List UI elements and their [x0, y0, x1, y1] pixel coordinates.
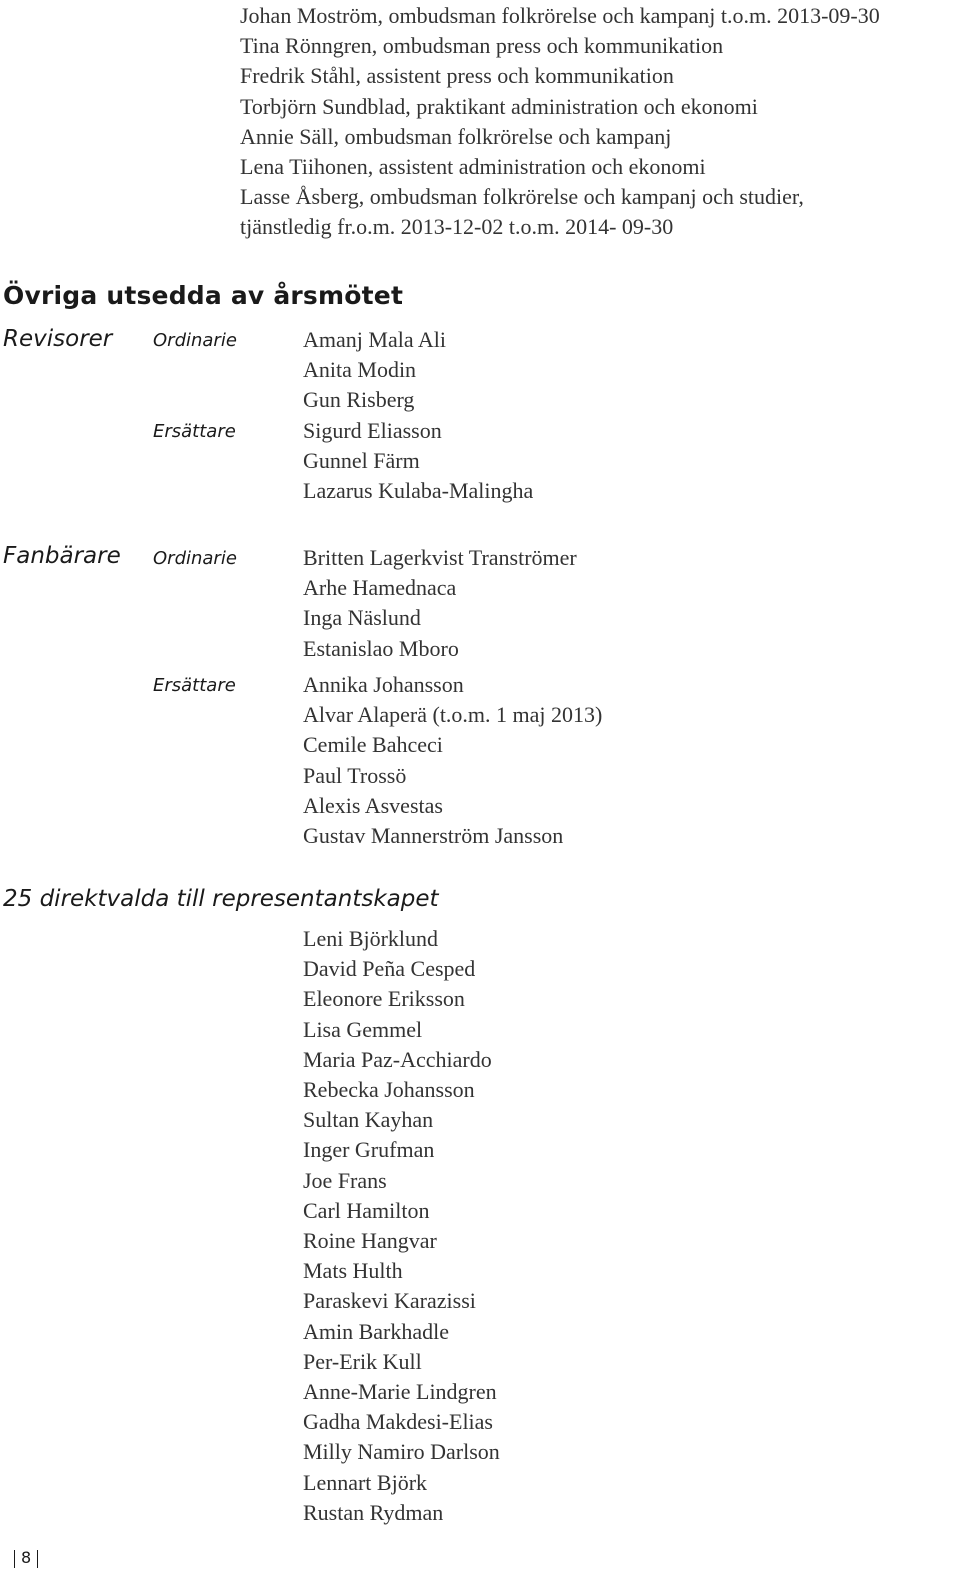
name-item: Amanj Mala Ali [303, 327, 446, 352]
staff-line: Lasse Åsberg, ombudsman folkrörelse och kampanj och studier, [240, 184, 804, 210]
name-item: Sultan Kayhan [303, 1107, 434, 1133]
name-item: Sigurd Eliasson [303, 418, 442, 443]
name-item: Paul Trossö [303, 762, 407, 788]
name-item: Annika Johansson [303, 672, 464, 697]
direktvalda-heading: 25 direktvalda till representantskapet [3, 886, 439, 912]
name-item: Gunnel Färm [303, 448, 420, 474]
name-item: Lisa Gemmel [303, 1016, 423, 1042]
staff-line: Johan Moström, ombudsman folkrörelse och kampanj t.o.m. 2013-09-30 [240, 3, 880, 28]
fanbarare-ersattare-list [303, 670, 602, 851]
name-item: Maria Paz-Acchiardo [303, 1046, 492, 1072]
name-item: Eleonore Eriksson [303, 986, 465, 1012]
name-item: David Peña Cesped [303, 956, 476, 982]
name-item: Inga Näslund [303, 605, 421, 631]
name-item: Alvar Alaperä (t.o.m. 1 maj 2013) [303, 702, 603, 728]
name-item: Milly Namiro Darlson [303, 1439, 500, 1465]
fanbarare-ordinarie-list [303, 543, 577, 664]
name-item: Rebecka Johansson [303, 1077, 475, 1103]
staff-line: Tina Rönngren, ombudsman press och kommunikation [240, 33, 724, 59]
name-item: Inger Grufman [303, 1137, 435, 1163]
name-item: Anita Modin [303, 357, 417, 383]
name-item: Leni Björklund [303, 926, 439, 951]
staff-line: Torbjörn Sundblad, praktikant administration och ekonomi [240, 93, 758, 119]
name-item: Rustan Rydman [303, 1499, 444, 1525]
revisorer-ordinarie-label: Ordinarie [153, 330, 237, 351]
revisorer-ersattare-label: Ersättare [153, 421, 236, 442]
name-item: Lennart Björk [303, 1469, 428, 1495]
name-item: Joe Frans [303, 1167, 387, 1193]
revisorer-ordinarie-list [303, 325, 446, 416]
name-item: Amin Barkhadle [303, 1318, 450, 1344]
name-item: Britten Lagerkvist Tranströmer [303, 545, 577, 570]
name-item: Carl Hamilton [303, 1197, 430, 1223]
name-item: Estanislao Mboro [303, 635, 459, 661]
fanbarare-label: Fanbärare [3, 543, 121, 569]
staff-line: Lena Tiihonen, assistent administration och ekonomi [240, 154, 706, 180]
fanbarare-ordinarie-label: Ordinarie [153, 548, 237, 569]
name-item: Gustav Mannerström Jansson [303, 823, 564, 849]
name-item: Per-Erik Kull [303, 1348, 422, 1374]
name-item: Roine Hangvar [303, 1228, 437, 1254]
fanbarare-ersattare-label: Ersättare [153, 675, 236, 696]
name-item: Cemile Bahceci [303, 732, 443, 758]
page-number-value: 8 [21, 1548, 32, 1567]
divider [37, 1550, 38, 1568]
staff-line: Fredrik Ståhl, assistent press och kommunikation [240, 63, 674, 89]
page-number [8, 1548, 44, 1568]
staff-list [240, 0, 960, 243]
revisorer-label: Revisorer [3, 326, 113, 352]
revisorer-ersattare-list [303, 416, 533, 507]
name-item: Paraskevi Karazissi [303, 1288, 476, 1314]
direktvalda-list [303, 924, 500, 1528]
name-item: Anne-Marie Lindgren [303, 1379, 497, 1405]
staff-line: tjänstledig fr.o.m. 2013-12-02 t.o.m. 2014- 09-30 [240, 214, 674, 240]
divider [14, 1550, 15, 1568]
name-item: Mats Hulth [303, 1258, 403, 1284]
name-item: Gun Risberg [303, 387, 415, 413]
name-item: Gadha Makdesi-Elias [303, 1409, 493, 1435]
name-item: Lazarus Kulaba-Malingha [303, 478, 534, 504]
name-item: Arhe Hamednaca [303, 575, 457, 601]
section-heading: Övriga utsedda av årsmötet [3, 281, 404, 310]
name-item: Alexis Asvestas [303, 792, 443, 818]
staff-line: Annie Säll, ombudsman folkrörelse och kampanj [240, 123, 672, 149]
